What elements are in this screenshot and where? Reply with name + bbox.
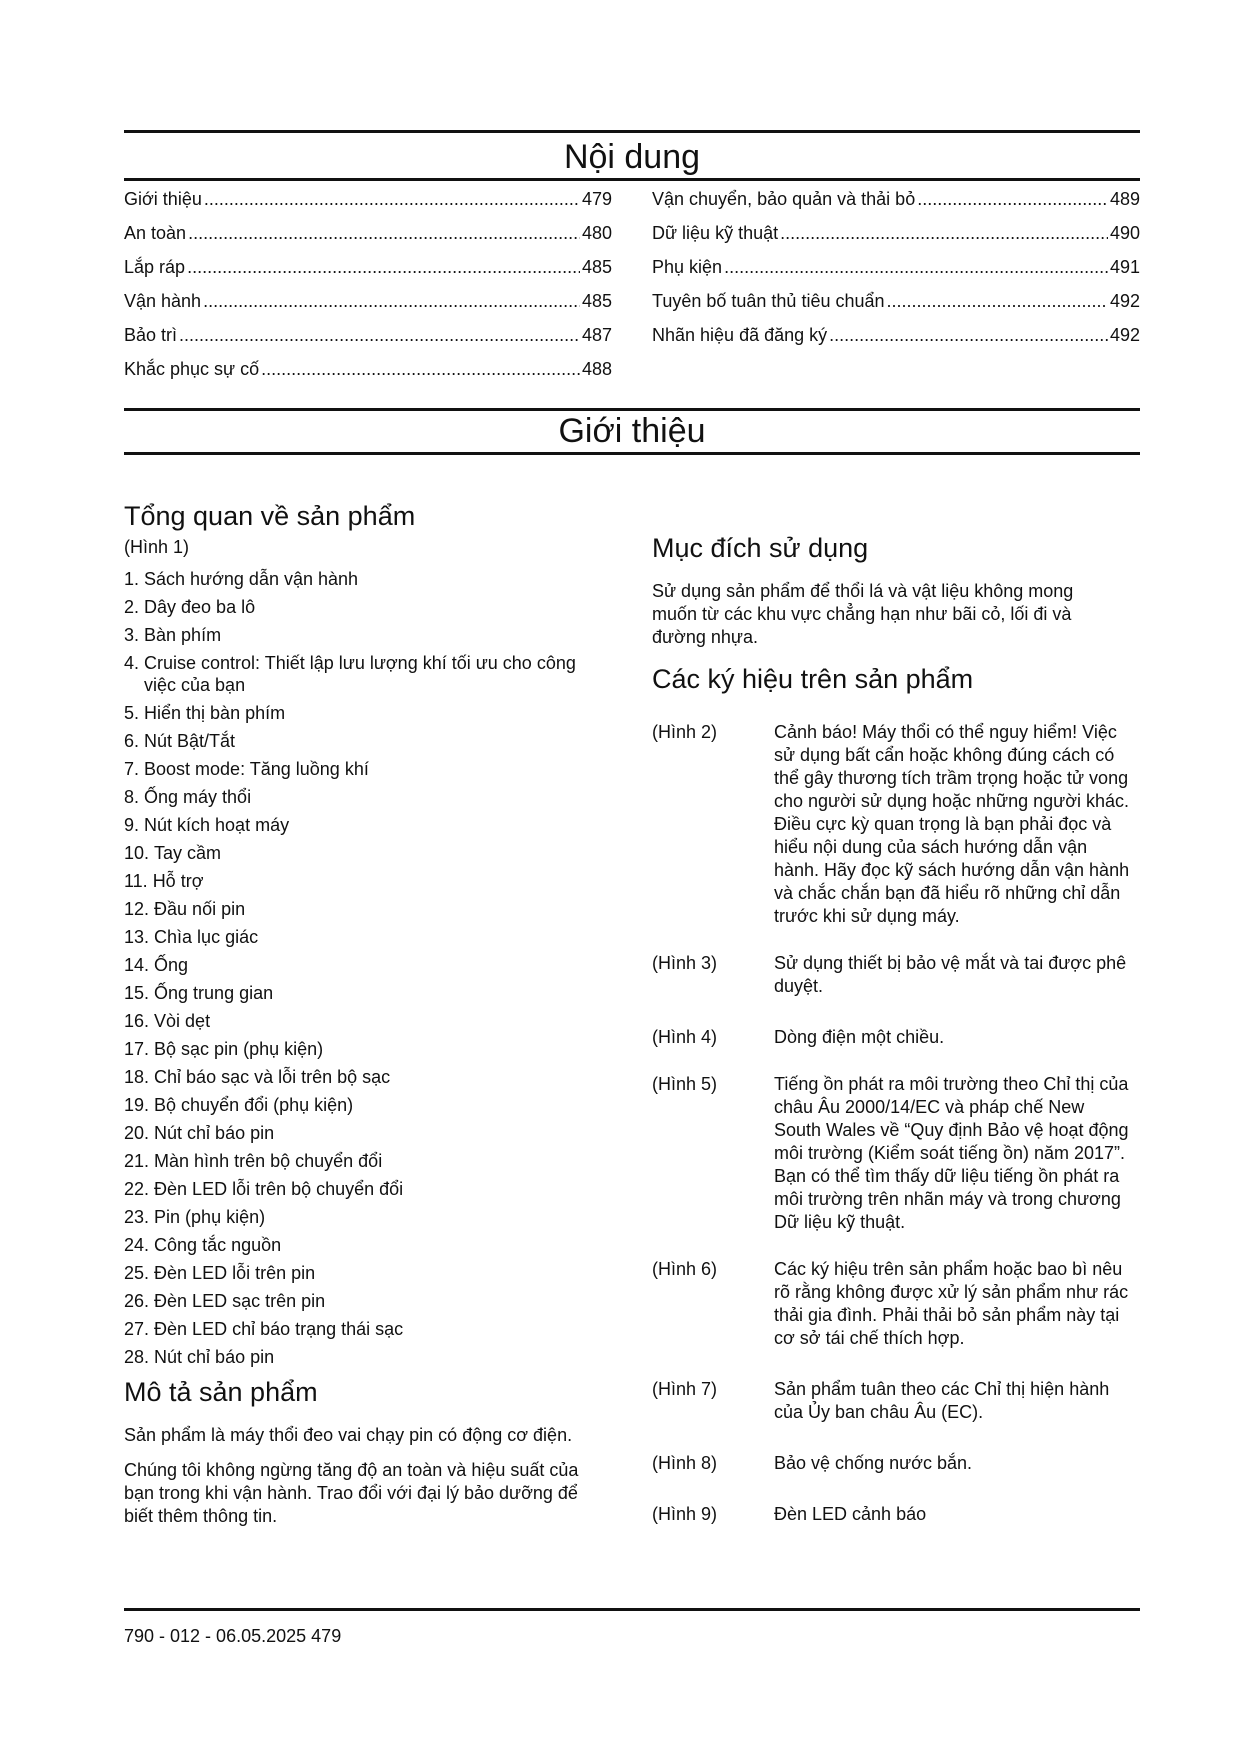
description-paragraph: Sản phẩm là máy thổi đeo vai chạy pin có động cơ điện. [124, 1425, 573, 1445]
toc-entry[interactable] [124, 358, 612, 392]
toc-dot-leader [203, 290, 580, 312]
list-item-number: 10. [124, 843, 155, 863]
list-item-number: 24. [124, 1235, 155, 1255]
toc-left-column [124, 188, 612, 392]
symbol-row [652, 1258, 1140, 1350]
list-item-number: 15. [124, 983, 155, 1003]
list-item-number: 2. [124, 597, 145, 617]
purpose-heading: Mục đích sử dụng [652, 533, 869, 563]
toc-entry[interactable] [124, 324, 612, 358]
toc-dot-leader [917, 188, 1108, 210]
list-item-number: 9. [124, 815, 145, 835]
list-item-text: Công tắc nguồn [154, 1235, 282, 1255]
overview-list-item [124, 1290, 594, 1312]
toc-entry-page: 490 [1109, 223, 1140, 243]
list-item-text: Cruise control: Thiết lập lưu lượng khí tối ưu cho công việc của bạn [144, 653, 576, 695]
overview-list-item [124, 1178, 594, 1200]
overview-heading: Tổng quan về sản phẩm [124, 501, 416, 531]
toc-dot-leader [187, 256, 580, 278]
toc-entry[interactable] [652, 324, 1140, 358]
symbol-description: Các ký hiệu trên sản phẩm hoặc bao bì nêu rõ rằng không được xử lý sản phẩm như rác thải gia đình. Phải thải bỏ sản phẩm này tại cơ sở tái chế thích hợp. [774, 1259, 1129, 1348]
overview-list-item [124, 596, 594, 618]
list-item-number: 18. [124, 1067, 155, 1087]
toc-entry[interactable] [124, 222, 612, 256]
symbol-description: Sản phẩm tuân theo các Chỉ thị hiện hành của Ủy ban châu Âu (EC). [774, 1379, 1110, 1422]
toc-dot-leader [179, 324, 580, 346]
toc-entry-page: 492 [1109, 291, 1140, 311]
list-item-number: 19. [124, 1095, 155, 1115]
overview-list-item [124, 1010, 594, 1032]
list-item-text: Đèn LED sạc trên pin [154, 1291, 326, 1311]
toc-dot-leader [188, 222, 580, 244]
symbols-list [652, 721, 1140, 1526]
list-item-text: Tay cầm [154, 843, 222, 863]
symbol-description: Dòng điện một chiều. [774, 1027, 945, 1047]
overview-list-item [124, 624, 594, 646]
list-item-number: 27. [124, 1319, 155, 1339]
list-item-number: 28. [124, 1347, 155, 1367]
footer-page-number: 479 [311, 1626, 342, 1646]
overview-list-item [124, 1150, 594, 1172]
symbols-heading: Các ký hiệu trên sản phẩm [652, 664, 974, 694]
description-heading: Mô tả sản phẩm [124, 1377, 318, 1407]
list-item-number: 12. [124, 899, 155, 919]
list-item-text: Nút chỉ báo pin [154, 1347, 275, 1367]
list-item-number: 14. [124, 955, 155, 975]
overview-list-item [124, 926, 594, 948]
list-item-text: Bộ sạc pin (phụ kiện) [154, 1039, 324, 1059]
symbol-figure-ref: (Hình 9) [652, 1504, 718, 1524]
toc-entry[interactable] [124, 188, 612, 222]
overview-list-item [124, 954, 594, 976]
list-item-text: Hiển thị bàn phím [144, 703, 286, 723]
list-item-number: 8. [124, 787, 145, 807]
toc-entry-page: 479 [581, 189, 612, 209]
symbol-row [652, 1026, 1140, 1049]
overview-list-item [124, 1206, 594, 1228]
symbol-figure-ref: (Hình 3) [652, 953, 718, 973]
list-item-number: 6. [124, 731, 145, 751]
list-item-number: 7. [124, 759, 145, 779]
symbol-description: Tiếng ồn phát ra môi trường theo Chỉ thị của châu Âu 2000/14/EC và pháp chế New South Wales về “Quy định Bảo vệ hoạt động môi trường (Kiểm soát tiếng ồn) năm 2017”. Bạn có thể tìm thấy dữ liệu tiếng ồn phát ra môi trường trên nhãn máy và trong chương Dữ liệu kỹ thuật. [774, 1074, 1129, 1232]
list-item-number: 23. [124, 1207, 155, 1227]
footer-rule [124, 1608, 1140, 1611]
toc-entry-title: An toàn [124, 223, 187, 243]
symbol-figure-ref: (Hình 7) [652, 1379, 718, 1399]
symbol-figure-ref: (Hình 8) [652, 1453, 718, 1473]
toc-heading: Nội dung [563, 138, 701, 176]
list-item-text: Bộ chuyển đổi (phụ kiện) [154, 1095, 354, 1115]
toc-entry-title: Nhãn hiệu đã đăng ký [652, 325, 828, 345]
symbol-row [652, 721, 1140, 928]
toc-entry-page: 488 [581, 359, 612, 379]
overview-list-item [124, 1262, 594, 1284]
toc-dot-leader [780, 222, 1108, 244]
toc-entry-title: Giới thiệu [124, 189, 202, 209]
toc-dot-leader [887, 290, 1108, 312]
list-item-number: 26. [124, 1291, 155, 1311]
overview-list-item [124, 898, 594, 920]
list-item-text: Chỉ báo sạc và lỗi trên bộ sạc [154, 1067, 391, 1087]
list-item-text: Boost mode: Tăng luồng khí [144, 759, 369, 779]
overview-list-item [124, 1346, 594, 1368]
list-item-text: Nút Bật/Tắt [144, 731, 236, 751]
symbol-row [652, 1452, 1140, 1475]
toc-entry-title: Vận hành [124, 291, 202, 311]
toc-top-rule [124, 130, 1140, 133]
overview-list-item [124, 1318, 594, 1340]
list-item-number: 20. [124, 1123, 155, 1143]
list-item-text: Đầu nối pin [154, 899, 246, 919]
overview-list-item [124, 652, 594, 696]
list-item-text: Nút chỉ báo pin [154, 1123, 275, 1143]
list-item-text: Ống máy thổi [144, 787, 252, 807]
list-item-number: 5. [124, 703, 145, 723]
footer-code: 790 - 012 - 06.05.2025 [124, 1626, 307, 1646]
list-item-text: Ống trung gian [154, 983, 274, 1003]
toc-entry-title: Tuyên bố tuân thủ tiêu chuẩn [652, 291, 885, 311]
footer [124, 1625, 341, 1647]
toc-entry[interactable] [124, 290, 612, 324]
list-item-text: Màn hình trên bộ chuyển đổi [154, 1151, 383, 1171]
overview-list-item [124, 1122, 594, 1144]
toc-entry[interactable] [652, 188, 1140, 222]
toc-entry-title: Lắp ráp [124, 257, 186, 277]
overview-list [124, 568, 594, 1368]
list-item-text: Hỗ trợ [152, 871, 204, 891]
list-item-text: Đèn LED chỉ báo trạng thái sạc [154, 1319, 404, 1339]
symbol-description: Bảo vệ chống nước bắn. [774, 1453, 972, 1473]
list-item-text: Bàn phím [144, 625, 222, 645]
symbol-row [652, 1503, 1140, 1526]
list-item-number: 17. [124, 1039, 155, 1059]
symbol-description: Sử dụng thiết bị bảo vệ mắt và tai được phê duyệt. [774, 953, 1127, 996]
toc-entry[interactable] [652, 290, 1140, 324]
overview-list-item [124, 1094, 594, 1116]
list-item-number: 21. [124, 1151, 155, 1171]
toc-entry-page: 492 [1109, 325, 1140, 345]
toc-entry[interactable] [652, 222, 1140, 256]
toc-entry-page: 485 [581, 291, 612, 311]
toc-dot-leader [204, 188, 580, 210]
symbol-figure-ref: (Hình 6) [652, 1259, 718, 1279]
right-column [652, 532, 1140, 1526]
list-item-text: Nút kích hoạt máy [144, 815, 290, 835]
toc-entry-page: 487 [581, 325, 612, 345]
list-item-number: 1. [124, 569, 145, 589]
symbol-description: Cảnh báo! Máy thổi có thể nguy hiểm! Việc sử dụng bất cẩn hoặc không đúng cách có thể gây thương tích trầm trọng hoặc tử vong cho người sử dụng hoặc những người khác. Điều cực kỳ quan trọng là bạn phải đọc và hiểu nội dung của sách hướng dẫn vận hành. Hãy đọc kỹ sách hướng dẫn vận hành và chắc chắn bạn đã hiểu rõ những chỉ dẫn trước khi sử dụng máy. [774, 722, 1130, 926]
list-item-number: 13. [124, 927, 155, 947]
toc-entry[interactable] [652, 256, 1140, 290]
symbol-row [652, 1073, 1140, 1234]
toc-entry-page: 491 [1109, 257, 1140, 277]
list-item-number: 25. [124, 1263, 155, 1283]
toc-entry-title: Phụ kiện [652, 257, 723, 277]
list-item-text: Pin (phụ kiện) [154, 1207, 266, 1227]
list-item-number: 4. [124, 653, 145, 673]
list-item-text: Ống [154, 955, 189, 975]
list-item-number: 3. [124, 625, 145, 645]
toc-entry-title: Bảo trì [124, 325, 178, 345]
symbol-figure-ref: (Hình 2) [652, 722, 718, 742]
toc-dot-leader [724, 256, 1108, 278]
left-column [124, 500, 594, 1528]
symbol-figure-ref: (Hình 5) [652, 1074, 718, 1094]
purpose-text: Sử dụng sản phẩm để thổi lá và vật liệu không mong muốn từ các khu vực chẳng hạn như bãi cỏ, lối đi và đường nhựa. [652, 581, 1074, 647]
list-item-text: Vòi dẹt [154, 1011, 211, 1031]
toc-entry-title: Dữ liệu kỹ thuật [652, 223, 779, 243]
overview-list-item [124, 730, 594, 752]
toc-entry-page: 489 [1109, 189, 1140, 209]
overview-list-item [124, 982, 594, 1004]
overview-list-item [124, 842, 594, 864]
toc-entry-title: Khắc phục sự cố [124, 359, 260, 379]
toc-entry[interactable] [124, 256, 612, 290]
list-item-number: 22. [124, 1179, 155, 1199]
toc-right-column [652, 188, 1140, 358]
symbol-figure-ref: (Hình 4) [652, 1027, 718, 1047]
list-item-number: 16. [124, 1011, 155, 1031]
overview-list-item [124, 870, 594, 892]
list-item-text: Đèn LED lỗi trên pin [154, 1263, 316, 1283]
overview-figure-ref: (Hình 1) [124, 537, 190, 557]
list-item-text: Dây đeo ba lô [144, 597, 256, 617]
overview-list-item [124, 1066, 594, 1088]
toc-bottom-rule [124, 178, 1140, 181]
symbol-description: Đèn LED cảnh báo [774, 1504, 927, 1524]
intro-bottom-rule [124, 452, 1140, 455]
list-item-number: 11. [124, 871, 153, 891]
symbol-row [652, 952, 1140, 998]
toc-entry-title: Vận chuyển, bảo quản và thải bỏ [652, 189, 916, 209]
toc-entry-page: 485 [581, 257, 612, 277]
intro-heading: Giới thiệu [558, 412, 706, 450]
list-item-text: Chìa lục giác [154, 927, 259, 947]
overview-list-item [124, 568, 594, 590]
description-paragraph: Chúng tôi không ngừng tăng độ an toàn và hiệu suất của bạn trong khi vận hành. Trao đổi với đại lý bảo dưỡng để biết thêm thông tin. [124, 1460, 579, 1526]
list-item-text: Đèn LED lỗi trên bộ chuyển đổi [154, 1179, 404, 1199]
overview-list-item [124, 814, 594, 836]
symbol-row [652, 1378, 1140, 1424]
toc-dot-leader [829, 324, 1108, 346]
overview-list-item [124, 758, 594, 780]
overview-list-item [124, 1234, 594, 1256]
overview-list-item [124, 786, 594, 808]
toc-dot-leader [261, 358, 580, 380]
overview-list-item [124, 1038, 594, 1060]
list-item-text: Sách hướng dẫn vận hành [144, 569, 359, 589]
overview-list-item [124, 702, 594, 724]
toc-entry-page: 480 [581, 223, 612, 243]
